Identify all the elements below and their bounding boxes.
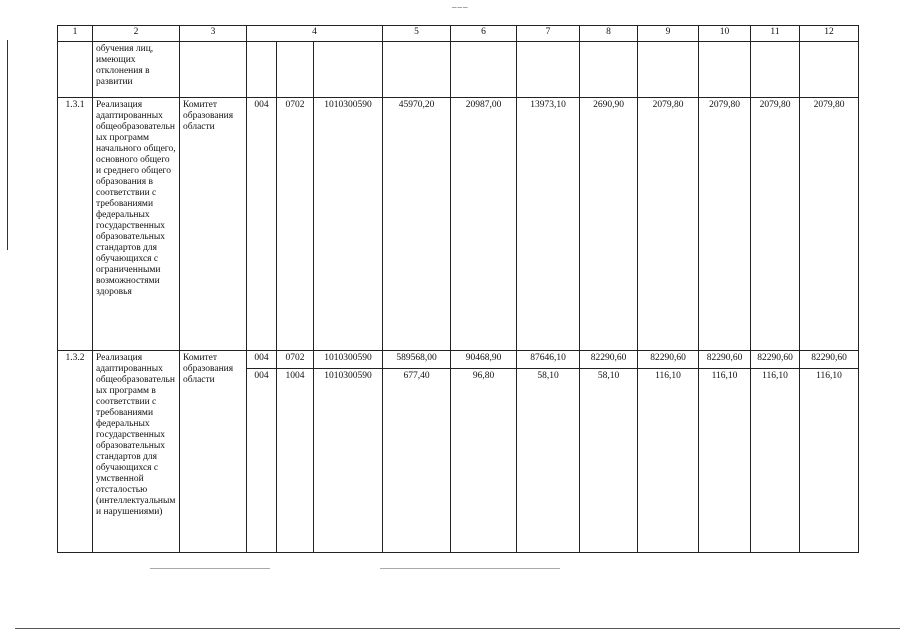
scan-smudge <box>380 568 560 569</box>
code-section: 0702 <box>277 98 314 351</box>
value-cell: 82290,60 <box>580 351 638 369</box>
header-cell: 9 <box>638 26 699 42</box>
page-number-mark: ––– <box>452 2 469 12</box>
value-cell: 2079,80 <box>751 98 800 351</box>
header-cell: 5 <box>383 26 451 42</box>
value-cell: 13973,10 <box>517 98 580 351</box>
code-target: 1010300590 <box>314 369 383 553</box>
row-number: 1.3.2 <box>58 351 93 553</box>
value-cell: 2690,90 <box>580 98 638 351</box>
continued-name: обучения лиц, имеющих отклонения в развитии <box>93 42 180 98</box>
header-cell: 3 <box>180 26 247 42</box>
header-cell: 10 <box>699 26 751 42</box>
executor: Комитет образования области <box>180 98 247 351</box>
value-cell: 58,10 <box>580 369 638 553</box>
value-cell: 116,10 <box>699 369 751 553</box>
code-section: 0702 <box>277 351 314 369</box>
header-cell: 6 <box>451 26 517 42</box>
continuation-row <box>58 42 859 98</box>
value-cell: 589568,00 <box>383 351 451 369</box>
value-cell: 116,10 <box>638 369 699 553</box>
code-ministry: 004 <box>247 369 277 553</box>
value-cell: 2079,80 <box>800 98 859 351</box>
left-margin-rule <box>7 40 8 250</box>
code-target: 1010300590 <box>314 98 383 351</box>
code-ministry: 004 <box>247 351 277 369</box>
value-cell: 2079,80 <box>638 98 699 351</box>
code-section: 1004 <box>277 369 314 553</box>
header-cell: 4 <box>247 26 383 42</box>
code-target: 1010300590 <box>314 351 383 369</box>
value-cell: 96,80 <box>451 369 517 553</box>
header-cell: 2 <box>93 26 180 42</box>
header-row <box>58 26 859 42</box>
value-cell: 90468,90 <box>451 351 517 369</box>
value-cell: 87646,10 <box>517 351 580 369</box>
table-row <box>58 98 859 351</box>
scan-smudge <box>150 568 270 569</box>
executor: Комитет образования области <box>180 351 247 553</box>
code-ministry: 004 <box>247 98 277 351</box>
value-cell: 2079,80 <box>699 98 751 351</box>
row-number: 1.3.1 <box>58 98 93 351</box>
header-cell: 11 <box>751 26 800 42</box>
value-cell: 677,40 <box>383 369 451 553</box>
header-cell: 12 <box>800 26 859 42</box>
header-cell: 8 <box>580 26 638 42</box>
value-cell: 82290,60 <box>638 351 699 369</box>
header-cell: 1 <box>58 26 93 42</box>
value-cell: 20987,00 <box>451 98 517 351</box>
value-cell: 116,10 <box>751 369 800 553</box>
bottom-rule <box>15 628 900 629</box>
value-cell: 82290,60 <box>751 351 800 369</box>
value-cell: 58,10 <box>517 369 580 553</box>
value-cell: 45970,20 <box>383 98 451 351</box>
header-cell: 7 <box>517 26 580 42</box>
budget-table <box>57 25 859 553</box>
value-cell: 116,10 <box>800 369 859 553</box>
value-cell: 82290,60 <box>800 351 859 369</box>
measure-name: Реализация адаптированных общеобразовательных программ начального общего, основного общего и среднего общего образования в соответствии с требованиями федеральных государственных образовательных стандартов для обучающихся с ограниченными возможностями здоровья <box>93 98 180 351</box>
value-cell: 82290,60 <box>699 351 751 369</box>
measure-name: Реализация адаптированных общеобразовательных программ в соответствии с требованиями федеральных государственных образовательных стандартов для обучающихся с умственной отсталостью (интеллектуальными нарушениями) <box>93 351 180 553</box>
table-row <box>58 351 859 369</box>
